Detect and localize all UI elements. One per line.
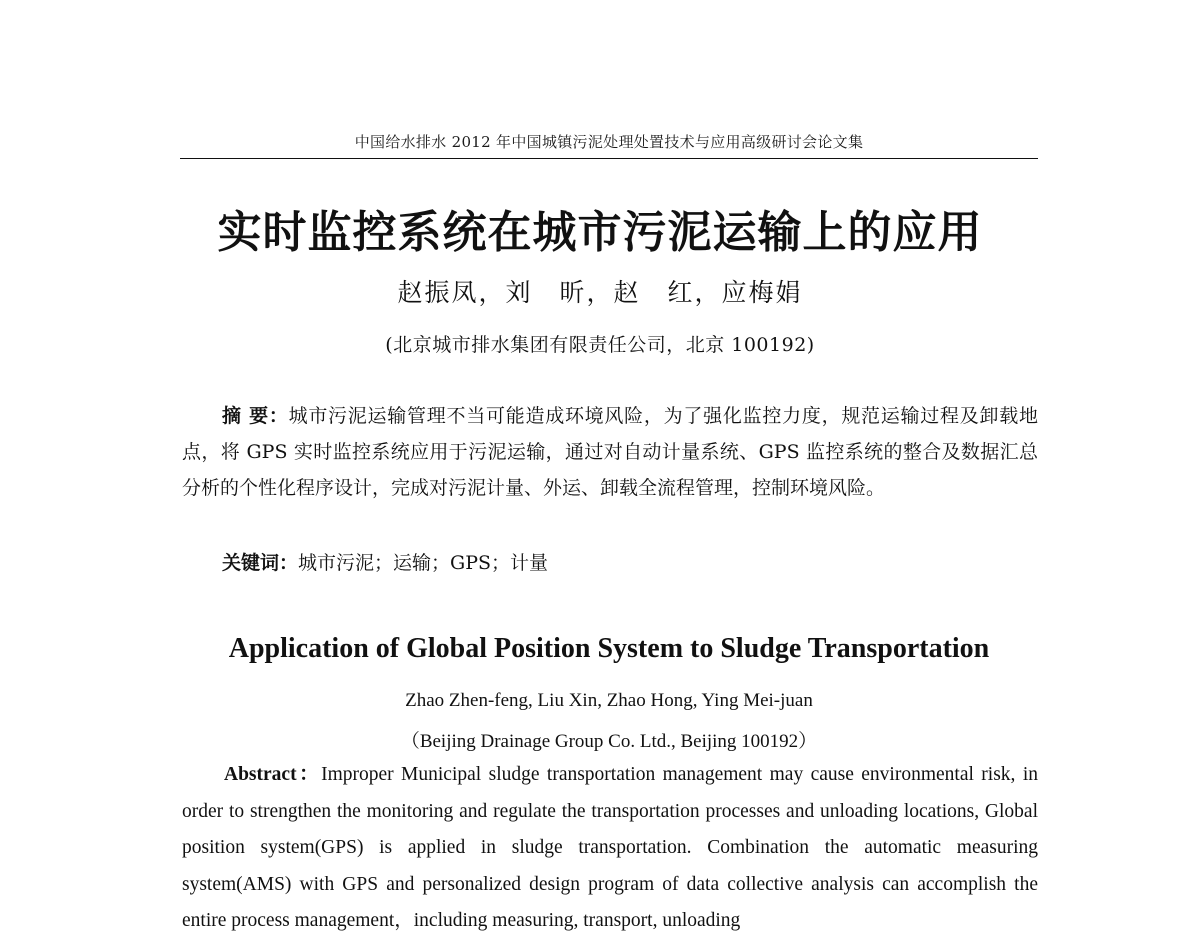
english-abstract — [182, 757, 1038, 940]
english-abstract-text: Improper Municipal sludge transportation management may cause environmental risk, in order to strengthen the monitoring and regulate the transportation processes and unloading locations, Global position system(GPS) is applied in sludge transportation. Combination the automatic measuring system(AMS) with GPS and personalized design program of data collective analysis can accomplish the entire process management，including measuring, transport, unloading — [182, 764, 1038, 931]
chinese-abstract-text: 城市污泥运输管理不当可能造成环境风险，为了强化监控力度，规范运输过程及卸载地点，将 GPS 实时监控系统应用于污泥运输，通过对自动计量系统、GPS 监控系统的整合及数据汇总分析的个性化程序设计，完成对污泥计量、外运、卸载全流程管理，控制环境风险。 — [182, 405, 1038, 499]
english-abstract-label: Abstract： — [224, 764, 322, 785]
running-header: 中国给水排水 2012 年中国城镇污泥处理处置技术与应用高级研讨会论文集 — [354, 133, 864, 151]
chinese-affiliation: (北京城市排水集团有限责任公司，北京 100192) — [385, 334, 815, 356]
english-affiliation: （Beijing Drainage Group Co. Ltd., Beijing 100192） — [400, 731, 818, 752]
english-title: Application of Global Position System to Sludge Transportation — [228, 633, 990, 664]
header-rule — [180, 158, 1038, 159]
chinese-authors: 赵振凤，刘 昕，赵 红，应梅娟 — [397, 278, 803, 307]
chinese-abstract — [182, 398, 1038, 506]
chinese-title: 实时监控系统在城市污泥运输上的应用 — [217, 207, 983, 258]
chinese-keywords — [222, 545, 1038, 581]
chinese-abstract-label: 摘 要： — [222, 405, 289, 427]
english-authors: Zhao Zhen-feng, Liu Xin, Zhao Hong, Ying Mei-juan — [405, 690, 813, 711]
chinese-keywords-label: 关键词： — [222, 552, 299, 574]
chinese-keywords-text: 城市污泥；运输；GPS；计量 — [298, 552, 548, 574]
